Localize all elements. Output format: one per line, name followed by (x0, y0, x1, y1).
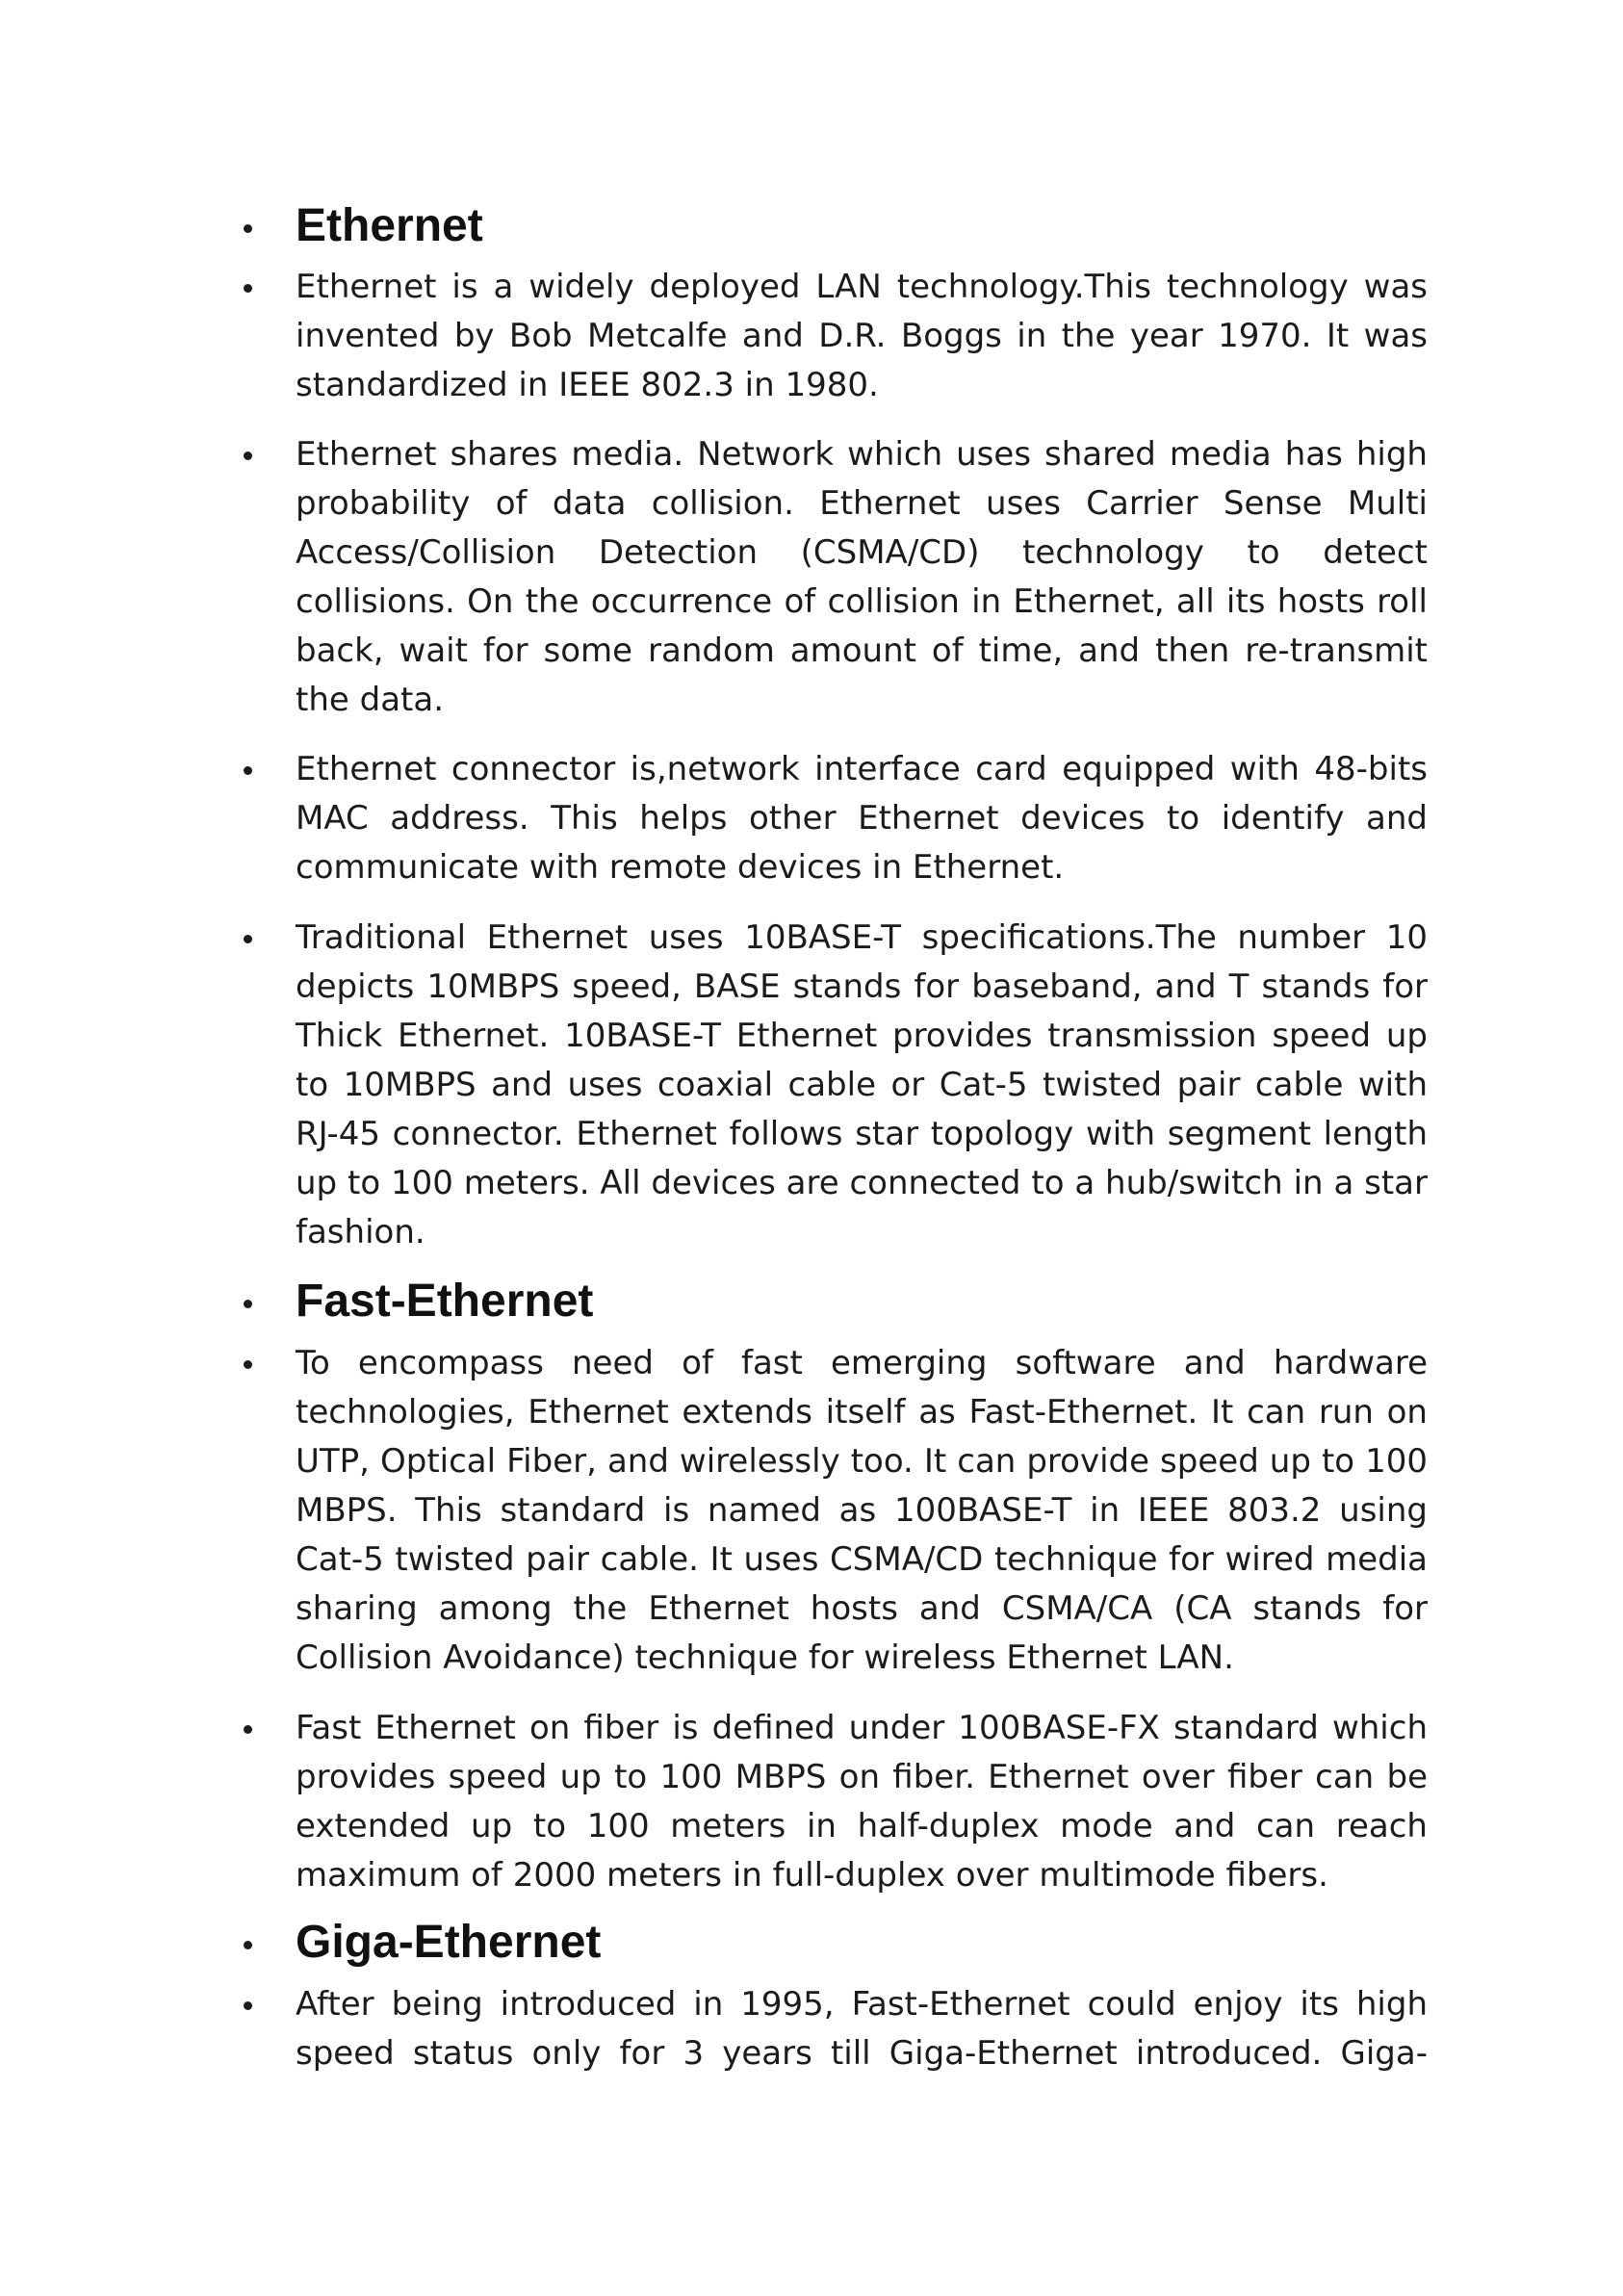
bullet-icon (244, 1300, 252, 1308)
bullet-icon (244, 1941, 252, 1949)
paragraph-text: Traditional Ethernet uses 10BASE-T specifications.The number 10 depicts 10MBPS speed, BASE stands for baseband, and T stands for Thick Ethernet. 10BASE-T Ethernet provides transmission speed up to 10MBPS and uses coaxial cable or Cat-5 twisted pair cable with RJ-45 connector. Ethernet follows star topology with segment length up to 100 meters. All devices are connected to a hub/switch in a star fashion. (296, 918, 1428, 1251)
paragraph-text: Ethernet is a widely deployed LAN technology.This technology was invented by Bob Metcalfe and D.R. Boggs in the year 1970. It was standardized in IEEE 802.3 in 1980. (296, 268, 1428, 404)
bullet-icon (244, 935, 252, 943)
bullet-icon (244, 1725, 252, 1734)
paragraph-text: After being introduced in 1995, Fast-Ethernet could enjoy its high speed status only for 3 years till Giga-Ethernet introduced. Giga- (296, 1985, 1428, 2073)
paragraph-text: Ethernet shares media. Network which uses shared media has high probability of data collision. Ethernet uses Carrier Sense Multi Access/Collision Detection (CSMA/CD) technology to detect collisions. On the occurrence of collision in Ethernet, all its hosts roll back, wait for some random amount of time, and then re-transmit the data. (296, 435, 1428, 719)
list-item (244, 745, 1428, 892)
list-item (244, 430, 1428, 725)
section-title: Fast-Ethernet (296, 1276, 594, 1327)
bullet-icon (244, 224, 252, 233)
list-item (244, 914, 1428, 1257)
paragraph-text: Ethernet connector is,network interface card equipped with 48-bits MAC address. This helps other Ethernet devices to identify and communicate with remote devices in Ethernet. (296, 750, 1428, 887)
list-item (244, 1980, 1428, 2078)
paragraph-text: To encompass need of fast emerging software and hardware technologies, Ethernet extends itself as Fast-Ethernet. It can run on UTP, Optical Fiber, and wirelessly too. It can provide speed up to 100 MBPS. This standard is named as 100BASE-T in IEEE 803.2 using Cat-5 twisted pair cable. It uses CSMA/CD technique for wired media sharing among the Ethernet hosts and CSMA/CA (CA stands for Collision Avoidance) technique for wireless Ethernet LAN. (296, 1344, 1428, 1677)
bullet-icon (244, 284, 252, 293)
paragraph-text: Fast Ethernet on fiber is defined under 100BASE-FX standard which provides speed up to 100 MBPS on fiber. Ethernet over fiber can be extended up to 100 meters in half-duplex mode and can reach maximum of 2000 meters in full-duplex over multimode fibers. (296, 1709, 1428, 1895)
section-title: Ethernet (296, 200, 483, 251)
bullet-icon (244, 766, 252, 775)
section-heading-giga-ethernet (244, 1914, 1428, 1972)
list-item (244, 1339, 1428, 1683)
section-heading-fast-ethernet (244, 1273, 1428, 1330)
section-title: Giga-Ethernet (296, 1917, 602, 1968)
list-item (244, 263, 1428, 410)
list-item (244, 1704, 1428, 1900)
bullet-icon (244, 2001, 252, 2010)
bullet-icon (244, 451, 252, 460)
bullet-icon (244, 1360, 252, 1369)
section-heading-ethernet (244, 197, 1428, 255)
